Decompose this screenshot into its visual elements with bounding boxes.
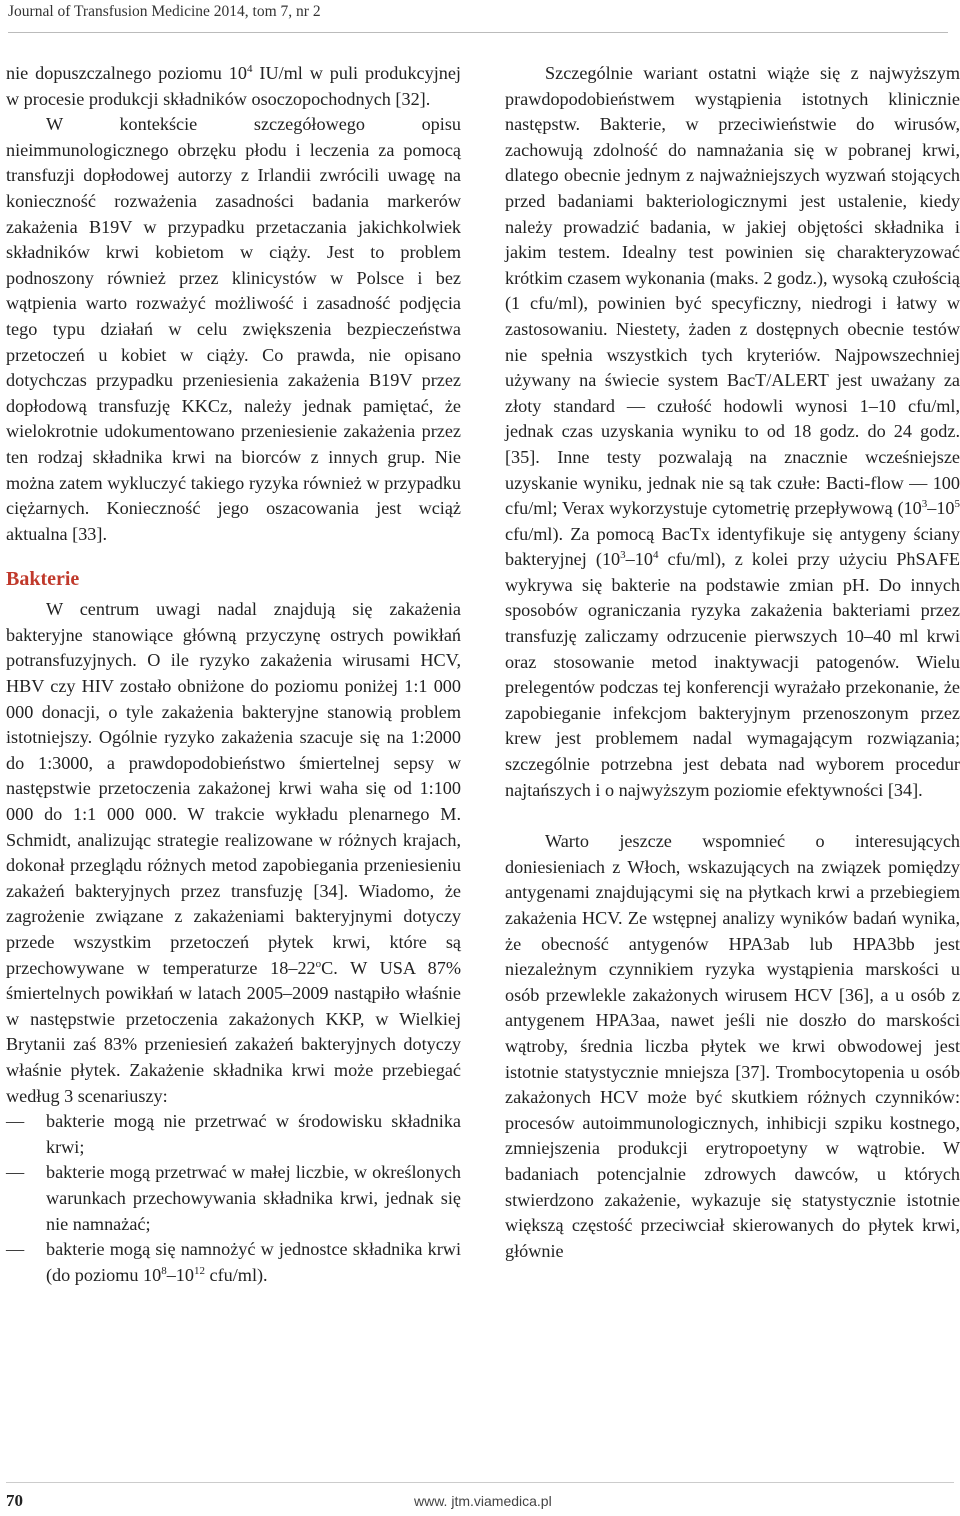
list-item-text: bakterie mogą się namnożyć w jednostce składnika krwi (do poziomu 10 xyxy=(46,1239,461,1285)
list-item-text: bakterie mogą nie przetrwać w środowisku składnika krwi; xyxy=(46,1111,461,1157)
superscript: o xyxy=(315,957,322,970)
list-item xyxy=(6,1237,461,1288)
superscript: 4 xyxy=(246,62,253,75)
dash-bullet: — xyxy=(6,1111,25,1132)
dash-bullet: — xyxy=(6,1239,25,1260)
paragraph: Warto jeszcze wspomnieć o interesujących doniesieniach z Włoch, wskazujących na związek pomiędzy antygenami znajdującymi się na płytkach krwi a przebiegiem zakażenia HCV. Ze wstępnej analizy wyników badań wynika, że obecność antygenów HPA3ab lub HPA3bb jest niezależnym czynnikiem ryzyka wystąpienia marskości u osób przewlekle zakażonych wirusem HCV [36], a u osób z antygenem HPA3aa, nawet jeśli nie doszło do marskości wątroby, średnia liczba płytek we krwi obwodowej jest istotnie statystycznie mniejsza [37]. Trombocytopenia u osób zakażonych HCV może być skutkiem różnych czynników: procesów autoimmunologicznych, inhibicji szpiku kostnego, zmniejszenia produkcji erytropoetyny w wątrobie. W badaniach potencjalnie zdrowych dawców, u których stwierdzono zakażenie, wykazuje się statystycznie istotnie większą częstość przeciwciał skierowanych do płytek krwi, głównie xyxy=(505,831,960,1261)
superscript: 5 xyxy=(954,498,960,511)
text-run: cfu/ml). Za pomocą BacTx identyfikuje się antygeny ściany bakteryjnej (10 xyxy=(505,523,960,570)
paragraph xyxy=(6,61,461,112)
superscript: 3 xyxy=(620,549,626,562)
section-heading: Bakterie xyxy=(6,568,80,591)
text-run: C. W USA 87% śmiertelnych powikłań w latach 2005–2009 nastąpiło właśnie w następstwie przetoczenia zakażonych KKP, w Wielkiej Brytanii zaś 83% przeniesień zakażeń bakteryjnych dotyczy właśnie płytek. Zakażenie składnika krwi może przebiegać według 3 scenariuszy: xyxy=(6,957,461,1106)
right-column xyxy=(505,61,960,1264)
superscript: 12 xyxy=(193,1264,205,1277)
text-run: W centrum uwagi nadal znajdują się zakażenia bakteryjne stanowiące główną przyczynę ostrych powikłań potransfuzyjnych. O ile ryzyko zakażenia wirusami HCV, HBV czy HIV zostało obniżone do poziomu poniżej 1:1 000 000 donacji, o tyle zakażenia bakteryjne stanowią problem istotniejszy. Ogólnie ryzyko zakażenia szacuje się na 1:2000 do 1:3000, a prawdopodobieństwo śmiertelnej sepsy w następstwie przetoczenia zakażonej krwi waha się od 1:100 000 do 1:1 000 000. W trakcie wykładu plenarnego M. Schmidt, analizując strategie realizowane w różnych krajach, dokonał przeglądu różnych metod zapobiegania przeniesieniu zakażeń bakteryjnych przez transfuzję [34]. Wiadomo, że zagrożenie związane z zakażeniami bakteryjnymi dotyczy przede wszystkim przetoczeń płytek krwi, które są przechowywane w temperaturze 18–22 xyxy=(6,599,461,978)
text-run: cfu/ml). xyxy=(204,1264,268,1285)
text-run: IU/ml w puli produkcyjnej w procesie produkcji składników osoczopochodnych [32]. xyxy=(6,63,461,109)
list-item-text: bakterie mogą przetrwać w małej liczbie, w określonych warunkach przechowywania składnika krwi, jednak się nie namnażać; xyxy=(46,1162,461,1234)
text-run: Szczególnie wariant ostatni wiąże się z najwyższym prawdopodobieństwem wystąpienia istotnych klinicznie następstw. Bakterie, w przeciwieństwie do wirusów, zachowują zdolność do namnażania się w pobranej krwi, dlatego obecnie jednym z najważniejszych wyzwań stojących przed badaniami bakteriologicznymi jest ustalenie, kiedy należy prowadzić badania, w jakiej objętości składnika i jakim testem. Idealny test powinien się charakteryzować krótkim czasem wykonania (maks. 2 godz.), wysoką czułością (1 cfu/ml), powinien być specyficzny, niedrogi i łatwy w zastosowaniu. Niestety, żaden z dostępnych obecnie testów nie spełnia wszystkich tych kryteriów. Najpowszechniej używany na świecie system BacT/ALERT jest uważany za złoty standard — czułość hodowli wynosi 1–10 cfu/ml, jednak czas uzyskania wyniku to od 18 godz. do 24 godz. [35]. Inne testy pozwalają na znacznie wcześniejsze uzyskanie wyniku, jednak nie są tak czułe: Bacti-flow — 100 cfu/ml; Verax wykorzystuje cytometrię przepływową (10 xyxy=(505,63,960,519)
text-run: –10 xyxy=(927,498,955,519)
paragraph xyxy=(6,597,461,1109)
superscript: 8 xyxy=(161,1264,167,1277)
text-run: nie dopuszczalnego poziomu 10 xyxy=(6,63,247,83)
superscript: 3 xyxy=(921,498,928,511)
text-run: –10 xyxy=(625,549,653,570)
journal-title: Journal of Transfusion Medicine 2014, tom 7, nr 2 xyxy=(8,3,321,20)
website-link[interactable]: www. jtm.viamedica.pl xyxy=(414,1493,552,1509)
paragraph xyxy=(505,61,960,803)
paragraph: W kontekście szczegółowego opisu nieimmunologicznego obrzęku płodu i leczenia za pomocą transfuzji dopłodowej autorzy z Irlandii zwrócili uwagę na konieczność rozważenia zasadności badania markerów zakażenia B19V w przypadku przetaczania jakichkolwiek składników krwi kobietom w ciąży. Jest to problem podnoszony również przez klinicystów w Polsce i bez wątpienia warto rozważyć możliwość i zasadność podjęcia tego typu działań w celu zwiększenia bezpieczeństwa przetoczeń u kobiet w ciąży. Co prawda, nie opisano dotychczas przypadku przeniesienia zakażenia B19V przez dopłodową transfuzję KKCz, należy jednak pamiętać, że wielokrotnie udokumentowano przeniesienie zakażenia przez ten rodzaj składnika krwi na biorców z innych grup. Nie można zatem wykluczyć takiego ryzyka również w przypadku ciężarnych. Konieczność jego oszacowania jest wciąż aktualna [33]. xyxy=(6,114,461,544)
dash-bullet: — xyxy=(6,1162,25,1183)
list-item xyxy=(6,1109,461,1160)
text-run: cfu/ml), z kolei przy użyciu PhSAFE wykrywa się bakterie na podstawie zmian pH. Do innych sposobów ograniczania ryzyka zakażenia bakteriami przez transfuzję zaliczamy odrzucenie pierwszych 10–40 ml krwi oraz stosowanie metod inaktywacji patogenów. Wielu prelegentów podczas tej konferencji wyrażało przekonanie, że zapobieganie infekcjom bakteryjnym przenoszonym przez krew jest problemem nadal wymagającym rozwiązania; szczególnie potrzebna jest debata nad wyborem procedur najtańszych i o najwyższym poziomie efektywności [34]. xyxy=(505,549,960,800)
running-header xyxy=(8,0,948,33)
left-column xyxy=(6,61,461,1288)
list-item xyxy=(6,1160,461,1237)
text-run: –10 xyxy=(166,1264,194,1285)
page-number: 70 xyxy=(6,1491,23,1510)
superscript: 4 xyxy=(652,549,659,562)
page-footer xyxy=(6,1482,954,1513)
scenario-list xyxy=(6,1109,461,1288)
